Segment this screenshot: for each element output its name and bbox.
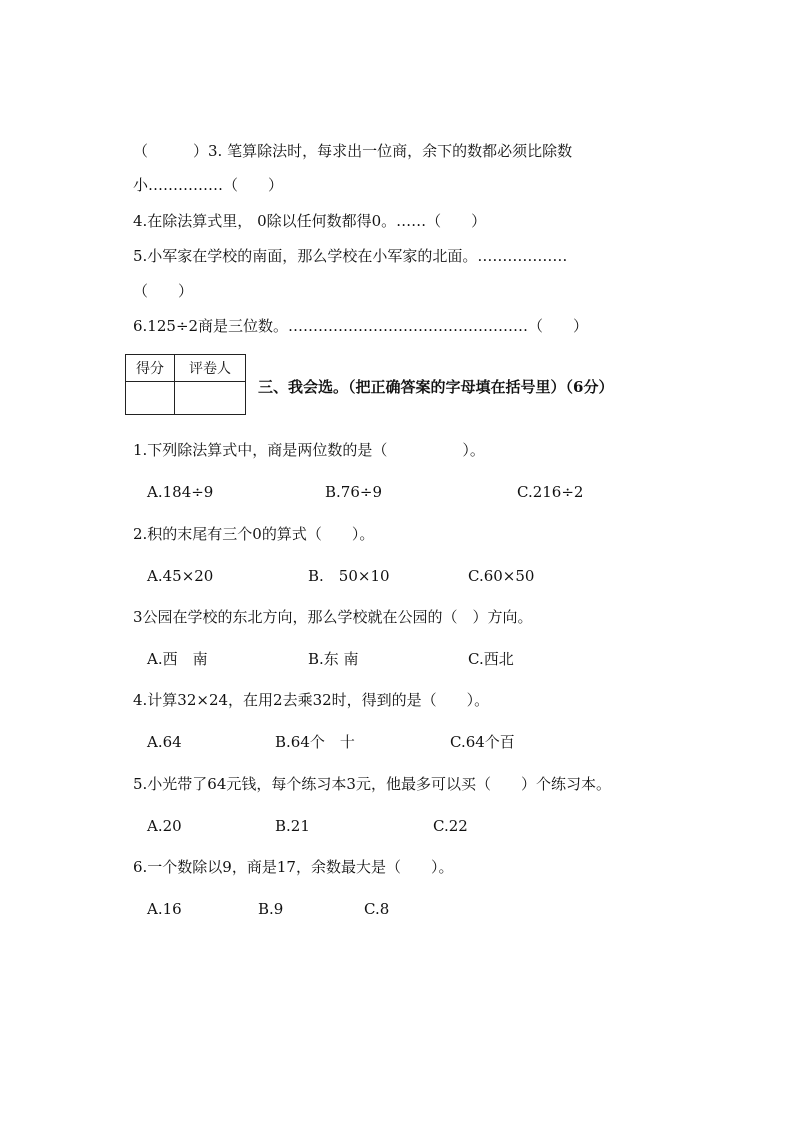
score-cell[interactable] <box>126 382 175 415</box>
choice-q2-option-a: A.45×20 <box>147 567 214 585</box>
choice-q4: 4.计算32×24，在用2去乘32时，得到的是（ ）。 <box>133 691 490 709</box>
choice-q3-option-a: A.西 南 <box>147 650 208 668</box>
grader-cell[interactable] <box>175 382 246 415</box>
choice-q6: 6.一个数除以9，商是17，余数最大是（ ）。 <box>133 858 454 876</box>
judge-q5-line1: 5.小军家在学校的南面，那么学校在小军家的北面。……………… <box>133 247 568 265</box>
choice-q5-option-a: A.20 <box>147 817 182 835</box>
score-table <box>125 354 246 415</box>
choice-q4-option-c: C.64个百 <box>450 733 515 751</box>
score-header: 得分 <box>126 355 175 382</box>
choice-q1: 1.下列除法算式中，商是两位数的是（ ）。 <box>133 441 485 459</box>
choice-q1-option-c: C.216÷2 <box>517 483 584 501</box>
judge-q3-line1: （ ）3. 笔算除法时，每求出一位商，余下的数都必须比除数 <box>133 142 573 160</box>
choice-q1-option-b: B.76÷9 <box>325 483 382 501</box>
choice-q6-option-a: A.16 <box>147 900 182 918</box>
choice-q5-option-c: C.22 <box>433 817 468 835</box>
choice-q3: 3公园在学校的东北方向，那么学校就在公园的（ ）方向。 <box>133 608 533 626</box>
choice-q5-option-b: B.21 <box>275 817 310 835</box>
judge-q6: 6.125÷2商是三位数。…………………………………………（ ） <box>133 317 589 335</box>
choice-q3-option-b: B.东 南 <box>308 650 359 668</box>
choice-q2-option-b: B. 50×10 <box>308 567 390 585</box>
choice-q5: 5.小光带了64元钱，每个练习本3元，他最多可以买（ ）个练习本。 <box>133 775 611 793</box>
judge-q3-line2: 小……………（ ） <box>133 176 284 194</box>
choice-q4-option-a: A.64 <box>147 733 182 751</box>
judge-q4: 4.在除法算式里， 0除以任何数都得0。……（ ） <box>133 212 487 230</box>
grader-header: 评卷人 <box>175 355 246 382</box>
choice-q3-option-c: C.西北 <box>468 650 514 668</box>
choice-q2-option-c: C.60×50 <box>468 567 535 585</box>
choice-q2: 2.积的末尾有三个0的算式（ ）。 <box>133 525 375 543</box>
choice-q6-option-c: C.8 <box>364 900 390 918</box>
choice-q6-option-b: B.9 <box>258 900 284 918</box>
section-3-title: 三、我会选。（把正确答案的字母填在括号里）（6分） <box>258 378 614 396</box>
choice-q1-option-a: A.184÷9 <box>147 483 214 501</box>
judge-q5-line2: （ ） <box>133 282 194 300</box>
choice-q4-option-b: B.64个 十 <box>275 733 355 751</box>
